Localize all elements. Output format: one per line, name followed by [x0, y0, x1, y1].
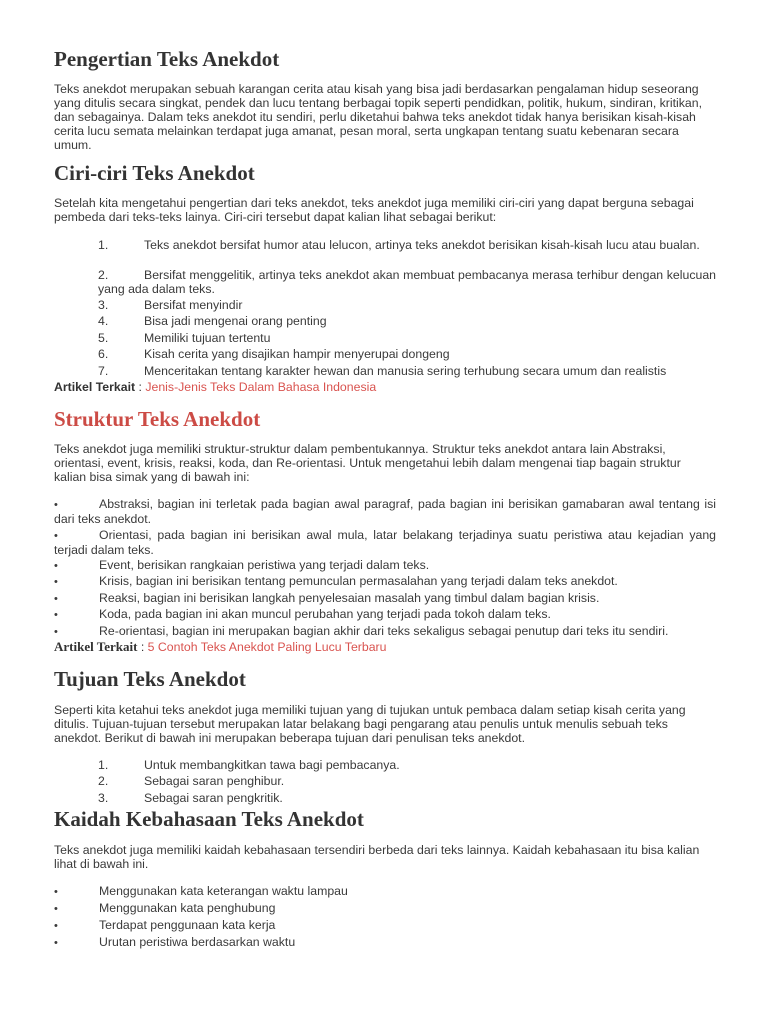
related-label: Artikel Terkait: [54, 380, 136, 394]
bullet-list-item: [54, 607, 551, 622]
related-separator: :: [135, 380, 146, 394]
related-link[interactable]: 5 Contoh Teks Anekdot Paling Lucu Terbaru: [147, 640, 387, 654]
list-text: Memiliki tujuan tertentu: [144, 331, 271, 345]
paragraph-struktur: Teks anekdot juga memiliki struktur-struktur dalam pembentukannya. Struktur teks anekdot antara lain Abstraksi, orientasi, event, krisis, reaksi, koda, dan Re-orientasi. Untuk mengetahui lebih dalam mengenai tiap bagain struktur kalian bisa simak yang di bawah ini:: [54, 442, 681, 484]
bullet-icon: •: [54, 937, 58, 949]
list-text: Krisis, bagian ini berisikan tentang pemunculan permasalahan yang terjadi dalam teks anekdot.: [99, 574, 618, 588]
list-text: Terdapat penggunaan kata kerja: [99, 918, 276, 932]
paragraph-ciri-ciri: Setelah kita mengetahui pengertian dari teks anekdot, teks anekdot juga memiliki ciri-ciri yang dapat berguna sebagai pembeda dari teks-teks lainya. Ciri-ciri tersebut dapat kalian lihat sebagai berikut:: [54, 196, 694, 224]
list-number: 7.: [98, 364, 109, 378]
numbered-list-item: [98, 758, 400, 772]
list-text: Bisa jadi mengenai orang penting: [144, 314, 327, 328]
numbered-list-item: [98, 298, 242, 312]
bullet-icon: •: [54, 609, 58, 621]
list-text: Bersifat menyindir: [144, 298, 243, 312]
related-label: Artikel Terkait: [54, 639, 138, 654]
heading-pengertian: Pengertian Teks Anekdot: [54, 47, 280, 71]
bullet-icon: •: [54, 530, 58, 542]
bullet-icon: •: [54, 903, 58, 915]
heading-kaidah: Kaidah Kebahasaan Teks Anekdot: [54, 807, 364, 831]
list-text: Re-orientasi, bagian ini merupakan bagian akhir dari teks sekaligus sebagai penutup dari teks itu sendiri.: [99, 624, 669, 638]
related-article: [54, 380, 376, 394]
list-text: Orientasi, pada bagian ini berisikan awal mula, latar belakang terjadinya suatu peristiwa atau kejadian yang terjadi dalam teks.: [54, 528, 716, 557]
bullet-icon: •: [54, 593, 58, 605]
paragraph-tujuan: Seperti kita ketahui teks anekdot juga memiliki tujuan yang di tujukan untuk pembaca dalam setiap kisah cerita yang ditulis. Tujuan-tujuan tersebut merupakan latar belakang bagi pengarang atau penulis untuk menulis sebuah teks anekdot. Berikut di bawah ini merupakan beberapa tujuan dari penulisan teks anekdot.: [54, 703, 686, 745]
related-article: [54, 640, 387, 654]
numbered-list-item: [98, 314, 327, 328]
bullet-list-item: [54, 884, 348, 899]
bullet-icon: •: [54, 576, 58, 588]
bullet-list-item: [54, 918, 275, 933]
list-text: Sebagai saran pengkritik.: [144, 791, 283, 805]
numbered-list-item: [98, 774, 284, 788]
bullet-list-item: [54, 574, 618, 589]
numbered-list-item: [98, 238, 716, 252]
list-number: 5.: [98, 331, 109, 345]
numbered-list-item: [98, 331, 270, 345]
list-text: Reaksi, bagian ini berisikan langkah penyelesaian masalah yang timbul dalam bagian krisis.: [99, 591, 600, 605]
list-text: Abstraksi, bagian ini terletak pada bagian awal paragraf, pada bagian ini berisikan gamabaran awal tentang isi dari teks anekdot.: [54, 497, 716, 526]
heading-ciri-ciri: Ciri-ciri Teks Anekdot: [54, 161, 255, 185]
bullet-icon: •: [54, 886, 58, 898]
list-number: 2.: [98, 268, 109, 282]
heading-tujuan: Tujuan Teks Anekdot: [54, 667, 246, 691]
list-text: Urutan peristiwa berdasarkan waktu: [99, 935, 296, 949]
list-text: Event, berisikan rangkaian peristiwa yang terjadi dalam teks.: [99, 558, 430, 572]
list-number: 3.: [98, 791, 109, 805]
bullet-list-item: [54, 558, 429, 573]
paragraph-kaidah: Teks anekdot juga memiliki kaidah kebahasaan tersendiri berbeda dari teks lainnya. Kaidah kebahasaan itu bisa kalian lihat di bawah ini.: [54, 843, 700, 871]
numbered-list-item: [98, 347, 450, 361]
list-text: Koda, pada bagian ini akan muncul perubahan yang terjadi pada tokoh dalam teks.: [99, 607, 551, 621]
bullet-list-item: [54, 528, 716, 557]
list-text: Kisah cerita yang disajikan hampir menyerupai dongeng: [144, 347, 450, 361]
bullet-list-item: [54, 624, 668, 639]
bullet-list-item: [54, 591, 599, 606]
list-text: Menceritakan tentang karakter hewan dan manusia sering terhubung secara umum dan realistis: [144, 364, 667, 378]
list-number: 1.: [98, 238, 109, 252]
list-text: Untuk membangkitkan tawa bagi pembacanya.: [144, 758, 400, 772]
numbered-list-item: [98, 268, 716, 296]
list-text: Menggunakan kata keterangan waktu lampau: [99, 884, 348, 898]
bullet-icon: •: [54, 499, 58, 511]
list-number: 6.: [98, 347, 109, 361]
list-text: Menggunakan kata penghubung: [99, 901, 276, 915]
heading-struktur: Struktur Teks Anekdot: [54, 407, 261, 431]
numbered-list-item: [98, 364, 666, 378]
list-number: 4.: [98, 314, 109, 328]
list-text: Teks anekdot bersifat humor atau lelucon, artinya teks anekdot berisikan kisah-kisah lucu atau bualan.: [144, 238, 700, 252]
numbered-list-item: [98, 791, 283, 805]
list-number: 3.: [98, 298, 109, 312]
list-text: Bersifat menggelitik, artinya teks anekdot akan membuat pembacanya merasa terhibur dengan kelucuan yang ada dalam teks.: [98, 268, 716, 296]
bullet-icon: •: [54, 920, 58, 932]
bullet-list-item: [54, 901, 275, 916]
bullet-icon: •: [54, 560, 58, 572]
list-text: Sebagai saran penghibur.: [144, 774, 285, 788]
list-number: 2.: [98, 774, 109, 788]
related-link[interactable]: Jenis-Jenis Teks Dalam Bahasa Indonesia: [145, 380, 377, 394]
bullet-icon: •: [54, 626, 58, 638]
list-number: 1.: [98, 758, 109, 772]
related-separator: :: [137, 640, 148, 654]
paragraph-pengertian: Teks anekdot merupakan sebuah karangan cerita atau kisah yang bisa jadi berdasarkan pengalaman hidup seseorang yang ditulis secara singkat, pendek dan lucu tentang berbagai topik seperti pendidkan, politik, hukum, sindiran, kritikan, dan sebagainya. Dalam teks anekdot itu sendiri, perlu diketahui bahwa teks anekdot tidak hanya berisikan kisah-kisah cerita lucu semata melainkan terdapat juga amanat, pesan moral, serta ungkapan tentang suatu kebenaran secara umum.: [54, 82, 703, 152]
bullet-list-item: [54, 935, 295, 950]
bullet-list-item: [54, 497, 716, 526]
